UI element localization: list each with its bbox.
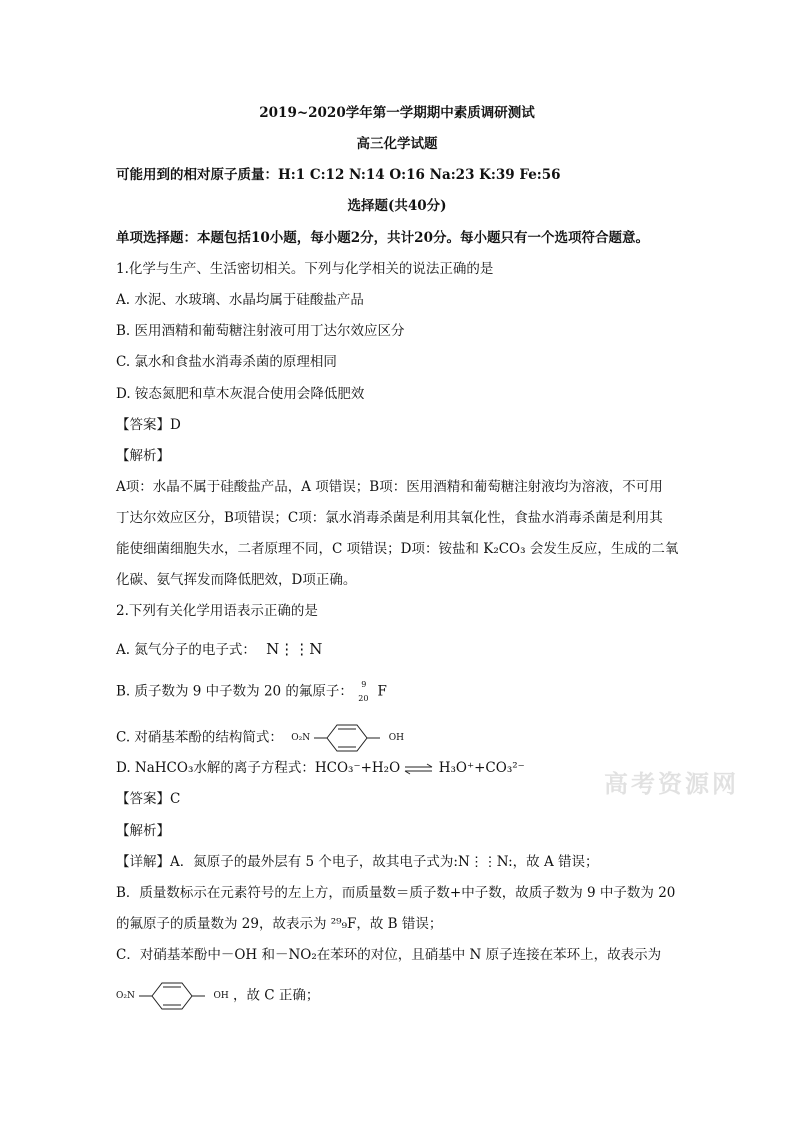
q2-option-c bbox=[116, 722, 404, 754]
nitro-group-label: O₂N bbox=[291, 733, 311, 743]
atomic-masses: 可能用到的相对原子质量：H:1 C:12 N:14 O:16 Na:23 K:39 Fe:56 bbox=[116, 167, 561, 183]
watermark: 高考资源网 bbox=[604, 769, 739, 798]
q1-option-a: A. 水泥、水玻璃、水晶均属于硅酸盐产品 bbox=[116, 292, 364, 308]
q1-option-b: B. 医用酒精和葡萄糖注射液可用丁达尔效应区分 bbox=[116, 323, 405, 339]
benzene-ring-structure bbox=[314, 722, 384, 754]
q2-detail-structure-line bbox=[116, 980, 319, 1012]
q1-analysis-line: A项：水晶不属于硅酸盐产品，A 项错误；B项：医用酒精和葡萄糖注射液均为溶液，不可用 bbox=[116, 479, 663, 495]
n2-electron-formula: N⋮⋮N bbox=[266, 640, 323, 658]
hydroxyl-group-label: OH bbox=[213, 991, 229, 1001]
q1-option-d: D. 铵态氮肥和草木灰混合使用会降低肥效 bbox=[116, 386, 365, 402]
q2-detail-line: 的氟原子的质量数为 29，故表示为 ²⁹₉F，故 B 错误； bbox=[116, 916, 443, 932]
section-instructions: 单项选择题：本题包括10小题，每小题2分，共计20分。每小题只有一个选项符合题意。 bbox=[116, 230, 649, 246]
q1-analysis-line: 能使细菌细胞失水，二者原理不同，C 项错误；D项：铵盐和 K₂CO₃ 会发生反应，生成的二氧 bbox=[116, 541, 679, 557]
q2-option-b bbox=[116, 682, 387, 702]
q1-answer: 【答案】D bbox=[116, 417, 181, 433]
benzene-ring-structure bbox=[139, 980, 209, 1012]
q2-option-d bbox=[116, 759, 525, 777]
q2-option-b-text: B. 质子数为 9 中子数为 20 的氟原子： bbox=[116, 683, 353, 700]
exam-title: 2019~2020学年第一学期期中素质调研测试 bbox=[259, 105, 535, 121]
nuclide-superscript: 9 bbox=[361, 680, 367, 689]
q2-option-d-text: D. NaHCO₃水解的离子方程式：HCO₃⁻+H₂O bbox=[116, 760, 401, 776]
hydroxyl-group-label: OH bbox=[388, 733, 404, 743]
nuclide-notation bbox=[357, 682, 373, 702]
q2-option-a-text: A. 氮气分子的电子式： bbox=[116, 642, 256, 658]
q2-option-d-products: H₃O⁺+CO₃²⁻ bbox=[438, 760, 525, 776]
exam-subtitle: 高三化学试题 bbox=[356, 136, 438, 152]
q1-analysis-line: 丁达尔效应区分，B项错误；C项：氯水消毒杀菌是利用其氧化性，食盐水消毒杀菌是利用其 bbox=[116, 510, 663, 526]
q1-analysis-label: 【解析】 bbox=[116, 448, 170, 464]
q2-detail-line: C．对硝基苯酚中－OH 和－NO₂在苯环的对位，且硝基中 N 原子连接在苯环上，故表示为 bbox=[116, 947, 662, 963]
q1-option-c: C. 氯水和食盐水消毒杀菌的原理相同 bbox=[116, 354, 337, 370]
q1-stem: 1.化学与生产、生活密切相关。下列与化学相关的说法正确的是 bbox=[116, 261, 494, 277]
q2-option-c-text: C. 对硝基苯酚的结构简式： bbox=[116, 729, 283, 746]
section-heading: 选择题(共40分) bbox=[347, 198, 447, 214]
q2-detail-end: ，故 C 正确； bbox=[233, 987, 320, 1004]
equilibrium-arrow-icon bbox=[404, 763, 434, 775]
nuclide-subscript: 20 bbox=[358, 694, 369, 703]
q2-answer: 【答案】C bbox=[116, 791, 181, 807]
q2-detail-line: B．质量数标示在元素符号的左上方，而质量数＝质子数+中子数，故质子数为 9 中子数为 20 bbox=[116, 885, 676, 901]
q2-option-a bbox=[116, 640, 322, 659]
q2-detail-line: 【详解】A．氮原子的最外层有 5 个电子，故其电子式为:N⋮⋮N:，故 A 错误； bbox=[116, 854, 599, 870]
nitro-group-label: O₂N bbox=[116, 991, 135, 1001]
nuclide-symbol: F bbox=[377, 683, 387, 700]
q2-stem: 2.下列有关化学用语表示正确的是 bbox=[116, 603, 318, 619]
q1-analysis-line: 化碳、氨气挥发而降低肥效，D项正确。 bbox=[116, 572, 357, 588]
q2-analysis-label: 【解析】 bbox=[116, 823, 170, 839]
